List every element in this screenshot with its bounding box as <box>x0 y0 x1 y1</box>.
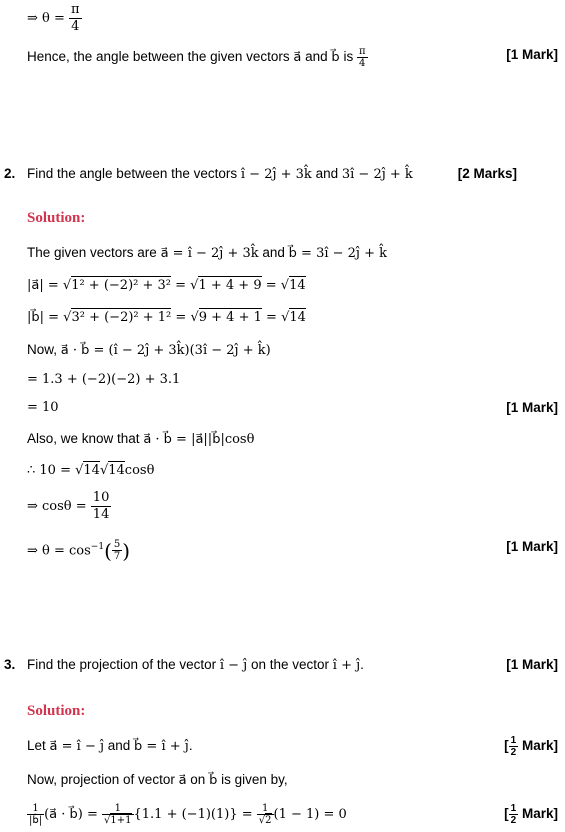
five-over-seven-fraction: $\frac{5}{7}$ <box>113 539 121 563</box>
dot-product-line: Now, a⃗ · b⃗ = (î − 2ĵ + 3k̂)(3î − 2ĵ + k̂) <box>27 342 271 358</box>
question-number: 2. <box>4 166 16 181</box>
theta-final-line: ⇒ $\theta = \cos^{-1}$( $\frac{5}{7}$ ) <box>27 538 131 563</box>
magnitude-a-line: |a⃗| = √1² + (−2)² + 3² = √1 + 4 + 9 = √14 <box>27 278 306 293</box>
question-number: 3. <box>4 657 16 672</box>
step-line: = 1.3 + (−2)(−2) + 3.1 <box>27 372 181 387</box>
marks-badge: [1 Mark] <box>506 657 558 672</box>
magnitude-b-line: |b⃗| = √3² + (−2)² + 1² = √9 + 4 + 1 = √14 <box>27 310 306 325</box>
step-line: = 10 <box>27 400 59 415</box>
mark-badge: [1 Mark] <box>506 47 558 62</box>
given-vectors-line: The given vectors are a⃗ = î − 2ĵ + 3k̂ and b⃗ = 3î − 2ĵ + k̂ <box>27 245 387 261</box>
marks-badge: [2 Marks] <box>457 166 517 181</box>
mark-badge: [1 Mark] <box>506 539 558 554</box>
pi-over-four-small: $\frac{\pi}{4}$ <box>358 46 366 69</box>
conclusion-line: Hence, the angle between the given vectors a⃗ and b⃗ is $\frac{\pi}{4}$ <box>27 46 366 69</box>
therefore-line: ∴ 10 = √14√14cosθ <box>27 463 155 478</box>
one-over-root-fraction: $\frac{1}{√1+1}$ <box>104 803 132 826</box>
one-over-root-two-fraction: $\frac{1}{√2}$ <box>258 803 272 826</box>
theta-result-line: ⇒ θ = $\frac{\pi}{4}$ <box>27 2 80 34</box>
half-mark-badge: [ $\frac{1}{2}$ Mark] <box>504 735 558 758</box>
half-mark-badge: [ $\frac{1}{2}$ Mark] <box>504 803 558 826</box>
half-fraction: $\frac{1}{2}$ <box>510 803 517 826</box>
question-text: Find the projection of the vector î − ĵ on the vector î + ĵ. <box>27 657 364 673</box>
projection-formula-line: $\frac{1}{|b⃗|}$ (a⃗ · b⃗) = $\frac{1}{√1+1}$ {1.1 + (−1)(1)} = $\frac{1}{√2}$ (1 − 1) = 0 <box>29 803 347 826</box>
projection-text-line: Now, projection of vector a⃗ on b⃗ is given by, <box>27 772 288 788</box>
mark-badge: [1 Mark] <box>506 400 558 415</box>
ten-over-fourteen-fraction: $\frac{10}{14}$ <box>92 490 110 522</box>
also-line: Also, we know that a⃗ · b⃗ = |a⃗||b⃗|cosθ <box>27 431 255 447</box>
cos-line: ⇒ cosθ = $\frac{10}{14}$ <box>27 490 110 522</box>
one-over-mag-b-fraction: $\frac{1}{|b⃗|}$ <box>29 803 43 826</box>
solution-heading: Solution: <box>27 703 86 719</box>
let-line: Let a⃗ = î − ĵ and b⃗ = î + ĵ. <box>27 738 193 754</box>
question-text: Find the angle between the vectors î − 2ĵ + 3k̂ and 3î − 2ĵ + k̂ <box>27 166 413 182</box>
half-fraction: $\frac{1}{2}$ <box>510 735 517 758</box>
solution-heading: Solution: <box>27 210 86 226</box>
pi-over-four-fraction: $\frac{\pi}{4}$ <box>71 2 80 34</box>
